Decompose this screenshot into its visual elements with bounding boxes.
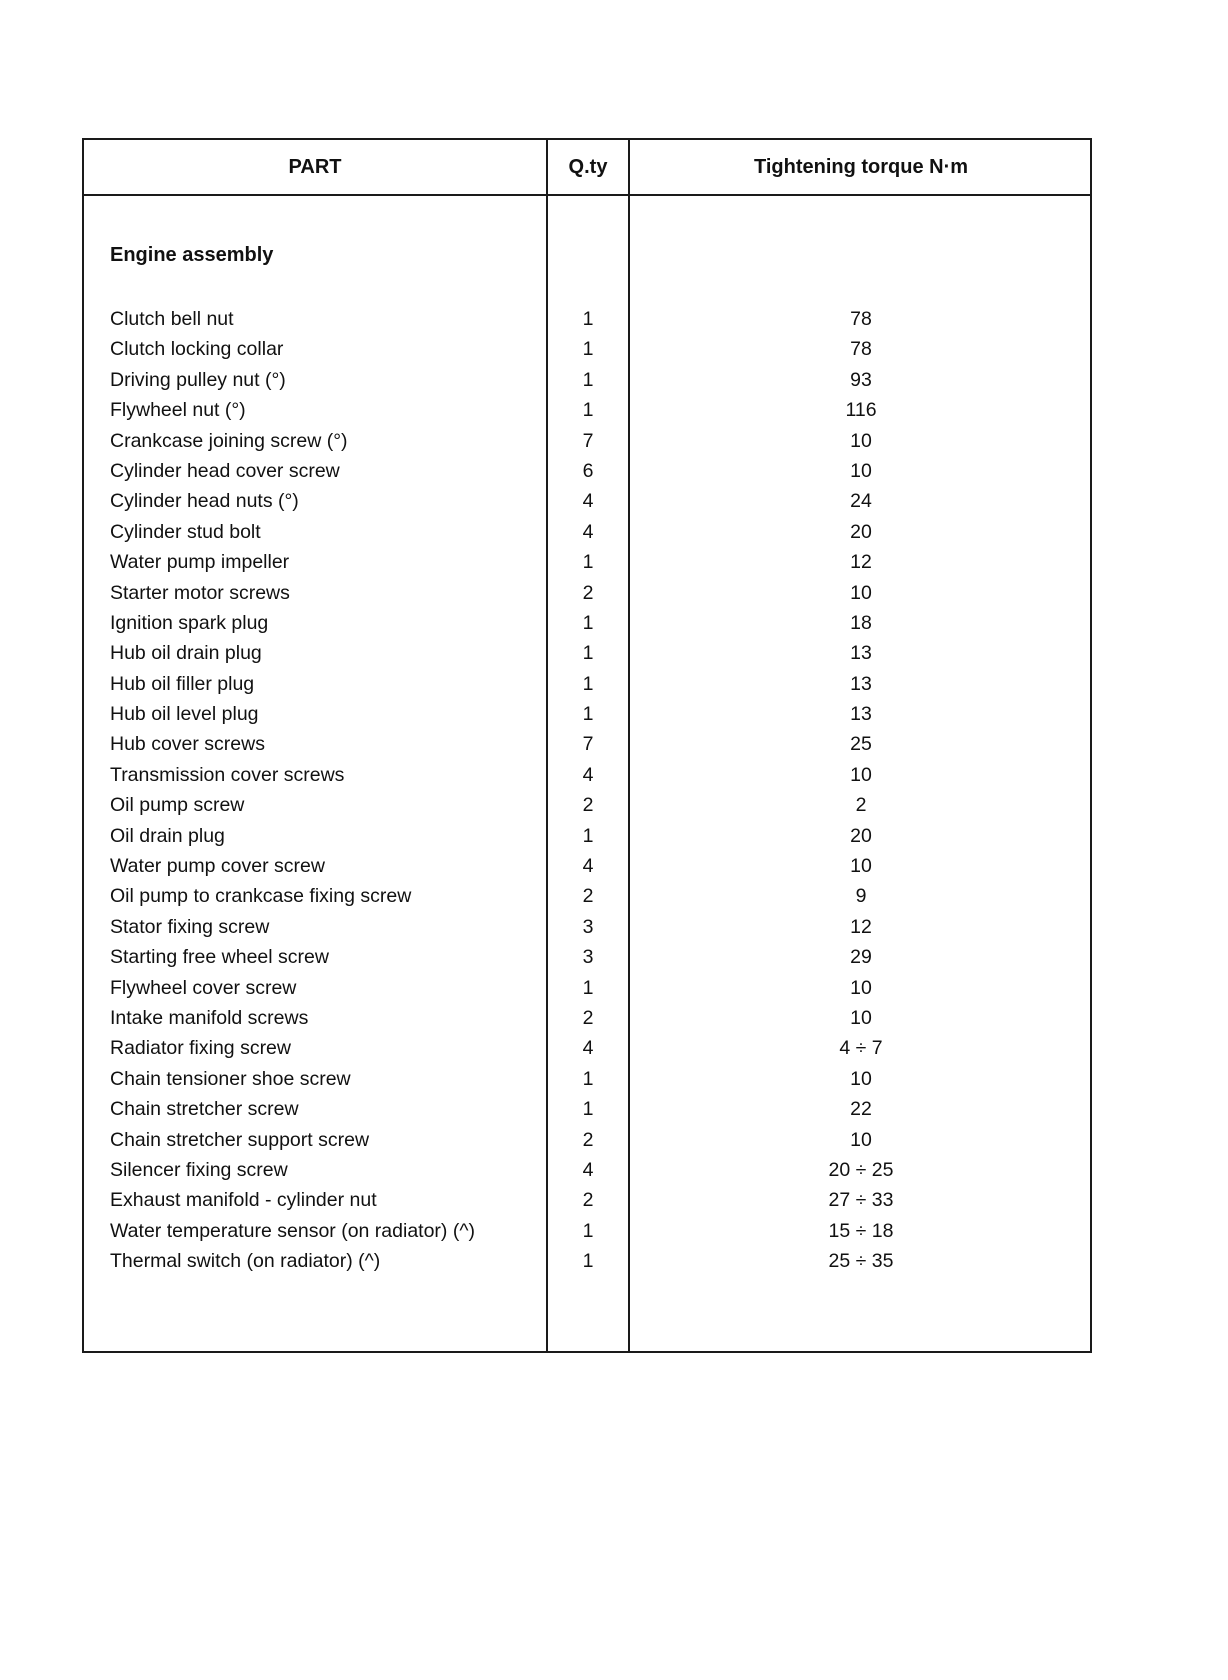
part-cell: Chain stretcher support screw <box>110 1128 370 1151</box>
part-cell: Water pump impeller <box>110 551 290 574</box>
part-cell: Oil drain plug <box>110 824 225 847</box>
torque-cell: 13 <box>850 672 872 695</box>
table-row <box>84 456 1090 486</box>
table-row <box>84 608 1090 638</box>
torque-cell: 13 <box>850 703 872 726</box>
table-body <box>84 304 1090 1277</box>
part-cell: Crankcase joining screw (°) <box>110 429 348 452</box>
table-row <box>84 1125 1090 1155</box>
part-cell: Flywheel cover screw <box>110 976 297 999</box>
table-row <box>84 638 1090 668</box>
qty-cell: 1 <box>582 1067 594 1090</box>
part-cell: Water temperature sensor (on radiator) (^) <box>110 1219 475 1242</box>
table-row <box>84 334 1090 364</box>
header-torque: Tightening torque N·m <box>753 156 969 178</box>
torque-cell: 116 <box>845 399 877 422</box>
torque-cell: 10 <box>850 581 872 604</box>
table-row <box>84 578 1090 608</box>
qty-cell: 1 <box>582 1250 594 1273</box>
torque-cell: 10 <box>850 1128 872 1151</box>
qty-cell: 1 <box>582 703 594 726</box>
part-cell: Stator fixing screw <box>110 915 270 938</box>
qty-cell: 4 <box>582 1037 594 1060</box>
table-row <box>84 729 1090 759</box>
table-row <box>84 1094 1090 1124</box>
qty-cell: 2 <box>582 581 594 604</box>
part-cell: Intake manifold screws <box>110 1006 309 1029</box>
qty-cell: 2 <box>582 1006 594 1029</box>
part-cell: Chain tensioner shoe screw <box>110 1067 351 1090</box>
part-cell: Hub oil filler plug <box>110 672 255 695</box>
qty-cell: 1 <box>582 338 594 361</box>
torque-cell: 10 <box>850 976 872 999</box>
table-row <box>84 395 1090 425</box>
torque-cell: 10 <box>850 855 872 878</box>
table-row <box>84 851 1090 881</box>
torque-cell: 29 <box>850 946 872 969</box>
part-cell: Exhaust manifold - cylinder nut <box>110 1189 377 1212</box>
qty-cell: 1 <box>582 976 594 999</box>
torque-cell: 10 <box>850 459 872 482</box>
table-row <box>84 426 1090 456</box>
section-title: Engine assembly <box>110 244 274 266</box>
table-row <box>84 790 1090 820</box>
torque-cell: 2 <box>855 794 867 817</box>
part-cell: Radiator fixing screw <box>110 1037 291 1060</box>
table-row <box>84 669 1090 699</box>
header-qty: Q.ty <box>568 156 608 178</box>
qty-cell: 1 <box>582 1098 594 1121</box>
qty-cell: 1 <box>582 308 594 330</box>
part-cell: Flywheel nut (°) <box>110 399 246 422</box>
part-cell: Transmission cover screws <box>110 763 345 786</box>
torque-cell: 4 ÷ 7 <box>839 1037 883 1060</box>
torque-cell: 25 ÷ 35 <box>828 1250 894 1273</box>
qty-cell: 1 <box>582 824 594 847</box>
qty-cell: 1 <box>582 611 594 634</box>
torque-cell: 15 ÷ 18 <box>828 1219 894 1242</box>
table-row <box>84 365 1090 395</box>
qty-cell: 1 <box>582 368 594 391</box>
torque-table <box>82 138 1092 1353</box>
part-cell: Hub cover screws <box>110 733 265 756</box>
torque-cell: 25 <box>850 733 872 756</box>
table-row <box>84 1155 1090 1185</box>
table-row <box>84 1064 1090 1094</box>
header-part: PART <box>288 156 342 178</box>
torque-cell: 12 <box>850 915 872 938</box>
part-cell: Clutch bell nut <box>110 308 234 330</box>
header-divider <box>84 194 1090 196</box>
qty-cell: 4 <box>582 855 594 878</box>
qty-cell: 1 <box>582 551 594 574</box>
part-cell: Starting free wheel screw <box>110 946 329 969</box>
table-row <box>84 486 1090 516</box>
part-cell: Water pump cover screw <box>110 855 325 878</box>
part-cell: Clutch locking collar <box>110 338 284 361</box>
qty-cell: 1 <box>582 642 594 665</box>
qty-cell: 2 <box>582 1128 594 1151</box>
torque-cell: 27 ÷ 33 <box>828 1189 894 1212</box>
part-cell: Cylinder head nuts (°) <box>110 490 299 513</box>
torque-cell: 10 <box>850 429 872 452</box>
part-cell: Cylinder stud bolt <box>110 520 261 543</box>
table-row <box>84 942 1090 972</box>
table-row <box>84 1033 1090 1063</box>
part-cell: Thermal switch (on radiator) (^) <box>110 1250 381 1273</box>
part-cell: Oil pump screw <box>110 794 245 817</box>
torque-cell: 24 <box>850 490 872 513</box>
part-cell: Cylinder head cover screw <box>110 459 340 482</box>
qty-cell: 7 <box>582 429 594 452</box>
part-cell: Chain stretcher screw <box>110 1098 299 1121</box>
table-row <box>84 1216 1090 1246</box>
part-cell: Hub oil level plug <box>110 703 259 726</box>
qty-cell: 4 <box>582 520 594 543</box>
torque-cell: 18 <box>850 611 872 634</box>
torque-cell: 9 <box>855 885 867 908</box>
table-row <box>84 912 1090 942</box>
torque-cell: 10 <box>850 1006 872 1029</box>
part-cell: Hub oil drain plug <box>110 642 262 665</box>
torque-cell: 20 <box>850 520 872 543</box>
torque-cell: 10 <box>850 763 872 786</box>
table-row <box>84 760 1090 790</box>
torque-cell: 78 <box>850 338 872 361</box>
torque-cell: 10 <box>850 1067 872 1090</box>
torque-cell: 13 <box>850 642 872 665</box>
table-row <box>84 1185 1090 1215</box>
qty-cell: 2 <box>582 885 594 908</box>
torque-cell: 12 <box>850 551 872 574</box>
part-cell: Ignition spark plug <box>110 611 269 634</box>
table-row <box>84 304 1090 334</box>
table-row <box>84 517 1090 547</box>
qty-cell: 4 <box>582 490 594 513</box>
qty-cell: 3 <box>582 946 594 969</box>
torque-cell: 20 <box>850 824 872 847</box>
qty-cell: 4 <box>582 763 594 786</box>
qty-cell: 6 <box>582 459 594 482</box>
table-row <box>84 821 1090 851</box>
torque-cell: 78 <box>850 308 872 330</box>
table-row <box>84 973 1090 1003</box>
table-row <box>84 1003 1090 1033</box>
part-cell: Driving pulley nut (°) <box>110 368 286 391</box>
qty-cell: 1 <box>582 1219 594 1242</box>
part-cell: Silencer fixing screw <box>110 1158 288 1181</box>
qty-cell: 1 <box>582 672 594 695</box>
torque-cell: 93 <box>850 368 872 391</box>
torque-cell: 22 <box>850 1098 872 1121</box>
torque-cell: 20 ÷ 25 <box>828 1158 894 1181</box>
qty-cell: 4 <box>582 1158 594 1181</box>
table-row <box>84 547 1090 577</box>
qty-cell: 3 <box>582 915 594 938</box>
table-row <box>84 699 1090 729</box>
table-row <box>84 1246 1090 1276</box>
qty-cell: 2 <box>582 794 594 817</box>
qty-cell: 7 <box>582 733 594 756</box>
part-cell: Oil pump to crankcase fixing screw <box>110 885 412 908</box>
qty-cell: 2 <box>582 1189 594 1212</box>
qty-cell: 1 <box>582 399 594 422</box>
table-row <box>84 881 1090 911</box>
part-cell: Starter motor screws <box>110 581 290 604</box>
